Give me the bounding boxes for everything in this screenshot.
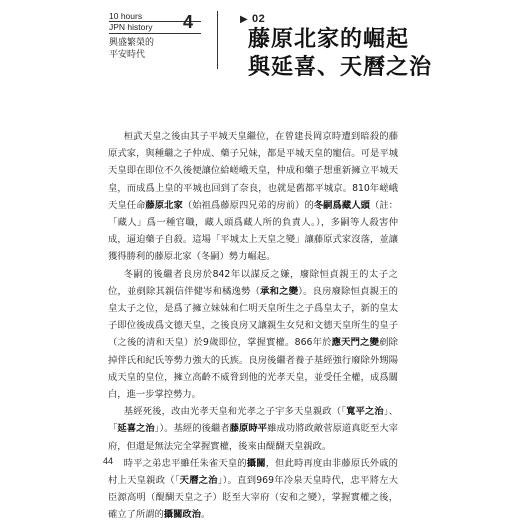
series-vertical-divider [217,11,218,69]
text-run: （始祖爲藤原四兄弟的房前）的 [182,199,314,211]
text-run: （註：「藏人」爲一種官職，藏人頭爲藏人所的負責人。），多嗣等人殺害仲成，逼迫藥子自殺。這場「平城太上天皇之變」讓藤原式家沒落，並讓獲得勝利的藤原北家（冬嗣）勢力崛起。 [108,199,398,263]
bold-term: 天曆之治 [179,475,218,487]
body-text [108,128,398,524]
series-subtitle-line: 平安時代 [109,50,146,60]
section-title [248,26,432,82]
text-run: 冬嗣的後繼者良房於842年以謀反之嫌，廢除恒貞親王的太子之位，並剷除其親信伴健岑和橘逸勢（ [108,268,398,297]
series-chapter-subtitle [109,37,179,61]
series-label-history: JPN history [109,22,153,32]
bold-term: 寬平之治 [346,406,384,418]
chapter-number: 4 [183,12,194,32]
page-number: 44 [103,456,114,466]
bold-term: 攝關政治 [163,509,201,521]
series-header [109,11,227,67]
paragraph [108,455,398,524]
section-title-line: 與延喜、天曆之治 [248,55,433,80]
bold-term: 延喜之治 [117,423,155,435]
bold-term: 應天門之變 [331,337,380,349]
series-divider [109,33,201,34]
text-run: 雖成功將政敵菅原道真貶至大宰府，但還是無法完全掌握實權，後來由醍醐天皇親政。 [108,423,398,452]
text-run: 基經死後，改由光孝天皇和光孝之子宇多天皇親政（「 [123,406,347,418]
text-run: 」）。基經的後繼者 [154,423,230,435]
text-run: ）。良房廢除恒貞親王的皇太子之位，是爲了擁立妹妹和仁明天皇所生之子爲皇太子，新的皇太子即位後成爲文德天皇，之後良房又讓親生女兒和文德天皇所生的皇子（之後的清和天皇）於9歲即位，掌握實權。866年於 [108,285,398,349]
bold-term: 承和之變 [260,285,299,297]
text-run: 剷除掉伴氏和紀氏等勢力強大的氏族。良房後繼者養子基經強行廢除外甥陽成天皇的皇位，擁立高齡不威脅到他的光孝天皇，並受任全權，成爲關白，進一步掌控勢力。 [108,337,398,401]
bold-term: 藤原北家 [145,199,183,211]
bold-term: 藤原時平 [229,423,268,435]
paragraph [108,403,398,455]
section-title-line: 藤原北家的崛起 [248,27,410,52]
text-run: 時平之弟忠平雖任朱雀天皇的 [123,457,247,469]
bold-term: 冬嗣爲藏人頭 [313,199,370,211]
series-subtitle-line: 興盛繁榮的 [109,38,155,48]
paragraph [108,128,398,266]
text-run: 桓武天皇之後由其子平城天皇繼位，在曾建長岡京時遭到暗殺的藤原式家，與種繼之子仲成、藥子兄妹，都是平城天皇的寵信。可是平城天皇即在即位不久後便讓位給嵯峨天皇，仲成和藥子想重新擁立平城天皇，而成爲上皇的平城也回到了奈良，也就是舊都平城京。810年嵯峨天皇任命 [108,131,398,211]
paragraph [108,266,398,404]
series-label-hours: 10 hours [109,11,143,21]
text-run: 」、「 [108,406,398,435]
text-run: ，但此時再度由非藤原氏外戚的村上天皇親政（「 [108,457,398,487]
text-run: 」）。直到969年冷泉天皇時代，忠平將左大臣源高明（醍醐天皇之子）貶至大宰府（安和之變），掌握實權之後，確立了所謂的 [108,475,398,521]
text-run: 。 [201,509,211,521]
section-arrow-icon: ▶ [240,14,248,25]
bold-term: 攝關 [246,457,266,469]
section-number: 02 [252,13,266,25]
